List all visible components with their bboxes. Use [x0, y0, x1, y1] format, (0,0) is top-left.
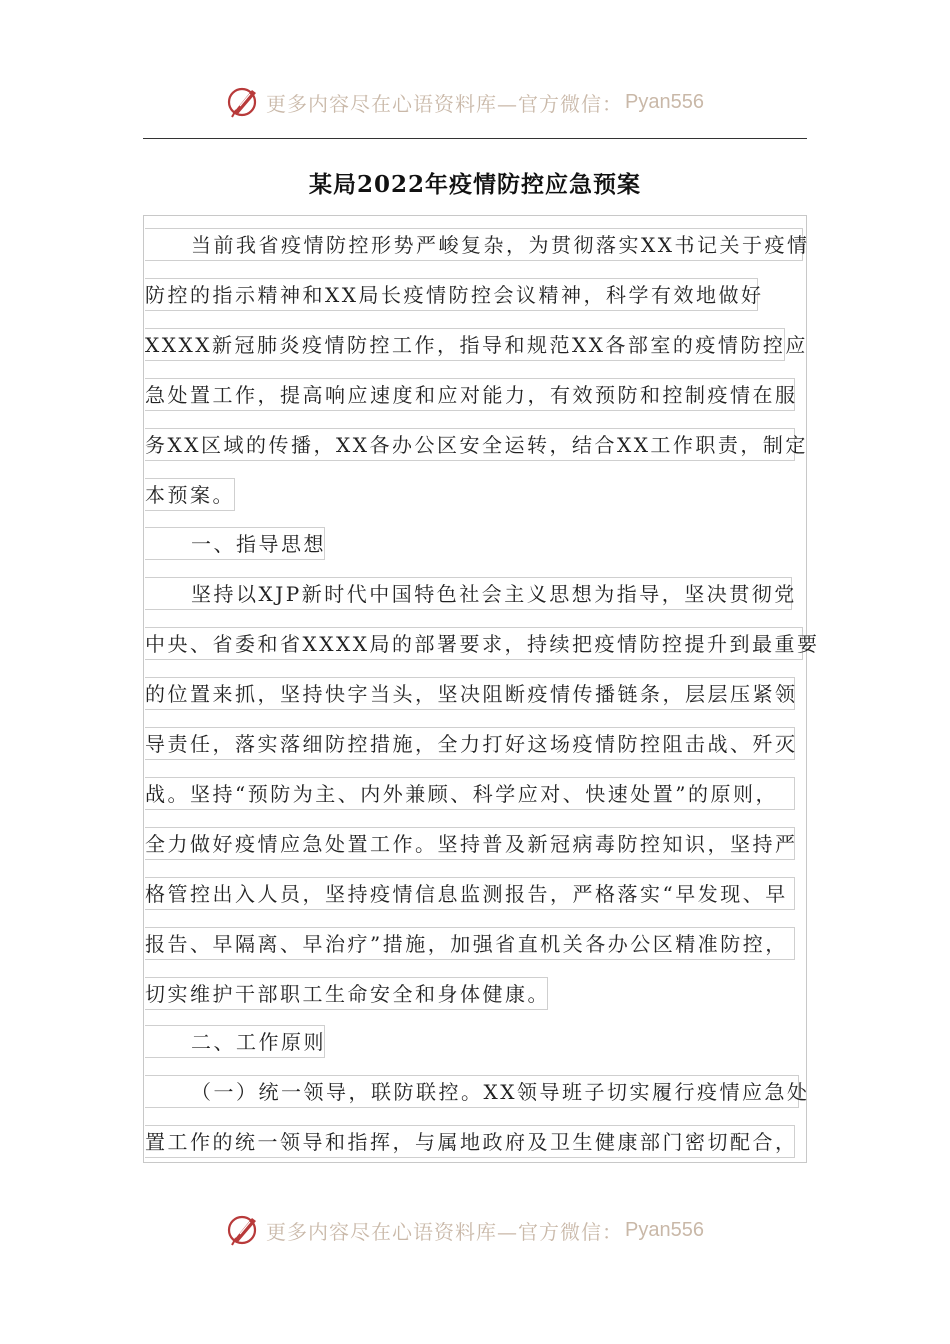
text-line: 切实维护干部职工生命安全和身体健康。	[145, 977, 548, 1010]
header-divider	[143, 138, 807, 139]
text-line: 的位置来抓，坚持快字当头，坚决阻断疫情传播链条，层层压紧领	[145, 677, 795, 710]
wechat-id: Pyan556	[625, 1218, 704, 1241]
text-line: 导责任，落实落细防控措施，全力打好这场疫情防控阻击战、歼灭	[145, 727, 795, 760]
text-line: 全力做好疫情应急处置工作。坚持普及新冠病毒防控知识，坚持严	[145, 827, 795, 860]
section-heading: 一、指导思想	[145, 527, 325, 560]
text-line: 急处置工作，提高响应速度和应对能力，有效预防和控制疫情在服	[145, 378, 795, 411]
text-line: 当前我省疫情防控形势严峻复杂，为贯彻落实XX书记关于疫情	[145, 228, 803, 261]
text-line: XXXX新冠肺炎疫情防控工作，指导和规范XX各部室的疫情防控应	[145, 328, 785, 361]
text-line: 战。坚持“预防为主、内外兼顾、科学应对、快速处置”的原则，	[145, 777, 795, 810]
document-title: 某局2022年疫情防控应急预案	[308, 171, 641, 198]
text-line: 报告、早隔离、早治疗”措施，加强省直机关各办公区精准防控，	[145, 927, 795, 960]
section-heading: 二、工作原则	[145, 1025, 325, 1058]
wechat-id: Pyan556	[625, 90, 704, 113]
quill-pen-icon	[226, 1212, 262, 1248]
text-line: 置工作的统一领导和指挥，与属地政府及卫生健康部门密切配合，	[145, 1125, 795, 1158]
banner-text: 更多内容尽在心语资料库—官方微信：	[266, 91, 623, 116]
text-line: 中央、省委和省XXXX局的部署要求，持续把疫情防控提升到最重要	[145, 627, 803, 660]
footer-banner	[226, 1210, 704, 1250]
text-line: （一）统一领导，联防联控。XX领导班子切实履行疫情应急处	[145, 1075, 799, 1108]
text-line: 防控的指示精神和XX局长疫情防控会议精神，科学有效地做好	[145, 278, 758, 311]
quill-pen-icon	[226, 84, 262, 120]
text-line: 务XX区域的传播，XX各办公区安全运转，结合XX工作职责，制定	[145, 428, 795, 461]
text-line: 本预案。	[145, 478, 235, 511]
text-line: 格管控出入人员，坚持疫情信息监测报告，严格落实“早发现、早	[145, 877, 795, 910]
text-line: 坚持以XJP新时代中国特色社会主义思想为指导，坚决贯彻党	[145, 577, 792, 610]
banner-text: 更多内容尽在心语资料库—官方微信：	[266, 1219, 623, 1244]
header-banner	[226, 82, 704, 122]
